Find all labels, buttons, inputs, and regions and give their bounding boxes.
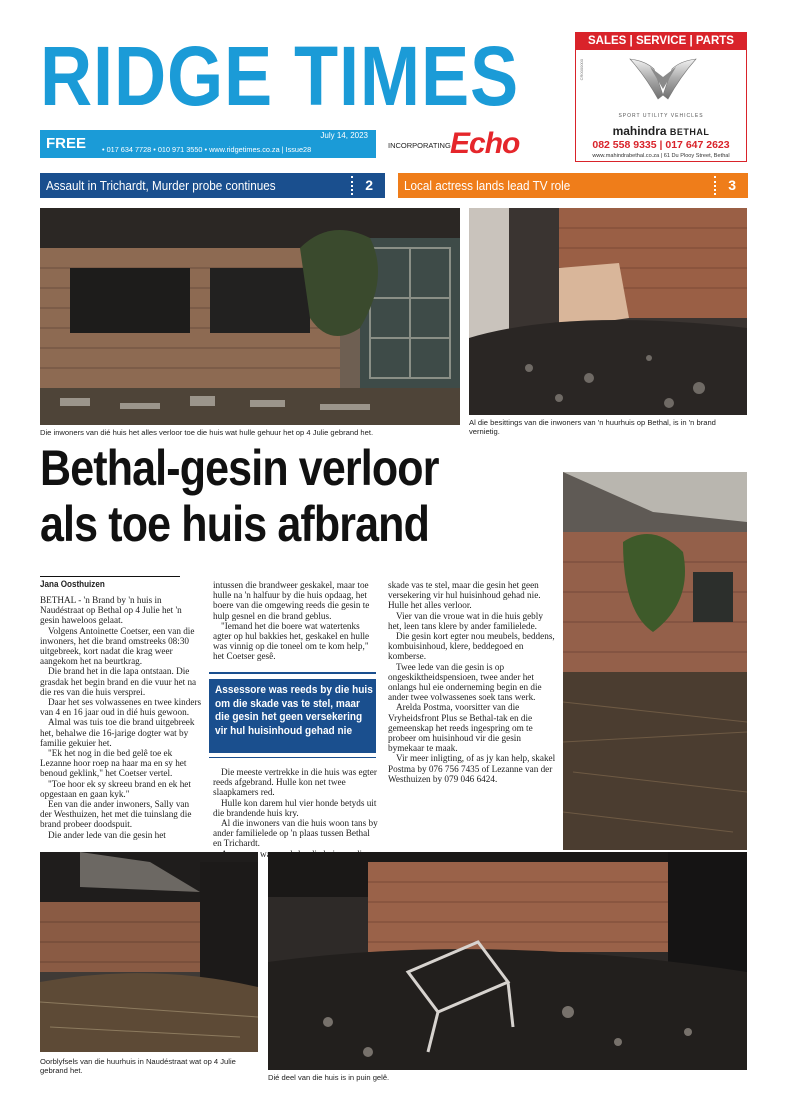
mahindra-logo-icon bbox=[628, 55, 698, 101]
teaser-page-number: 3 bbox=[728, 177, 736, 193]
mahindra-advert[interactable] bbox=[575, 32, 747, 162]
article-paragraph: intussen die brandweer geskakel, maar toe hulle na 'n halfuur by die huis opdaag, het boere van die omgewing reeds die gesin te hulp gesnel en die brand geblus. bbox=[213, 580, 370, 621]
article-paragraph: Hulle kon darem hul vier honde betyds uit die brandende huis kry. bbox=[213, 797, 377, 818]
pull-quote-line: Assessore was reeds by die huis bbox=[215, 684, 373, 696]
article-paragraph: Twee lede van die gesin is op ongeskiktheidspensioen, twee ander het onlangs hul eie onderneming begin en die ander twee volwassenes soek tans werk. bbox=[388, 661, 542, 703]
teaser-divider bbox=[351, 176, 353, 195]
pull-quote-rule bbox=[209, 672, 376, 674]
article-paragraph: "Iemand het die boere wat watertenks agter op hul bakkies het, geskakel en hulle was vinnig op die toneel om te kom help," het Coetser gesê. bbox=[213, 620, 370, 662]
article-paragraph: Vier van die vroue wat in die huis gebly het, leen tans klere by ander familielede. bbox=[388, 610, 543, 631]
article-column-2-top bbox=[213, 580, 378, 662]
caption-top-right: Al die besittings van die inwoners van 'n huurhuis op Bethal, is in 'n brand vernietig. bbox=[469, 418, 716, 436]
caption-top-left: Die inwoners van dié huis het alles verloor toe die huis wat hulle gehuur het op 4 Julie gebrand het. bbox=[40, 428, 374, 437]
byline: Jana Oosthuizen bbox=[40, 579, 105, 589]
pull-quote-line: om die skade vas te stel, maar bbox=[215, 697, 360, 710]
advert-address: www.mahindrabethal.co.za | 61 Du Plooy Street, Bethal bbox=[592, 153, 730, 159]
article-paragraph: Daar het ses volwassenes en twee kinders van 4 en 16 jaar oud in dié huis gewoon. bbox=[40, 697, 202, 718]
free-label: FREE bbox=[46, 135, 87, 152]
article-paragraph: Almal was tuis toe die brand uitgebreek het, behalwe die 16-jarige dogter wat by familie gekuier het. bbox=[40, 717, 195, 748]
pull-quote bbox=[209, 679, 376, 753]
advert-phones: 082 558 9335 | 017 647 2623 bbox=[592, 139, 730, 151]
caption-bottom-right: Dié deel van die huis is in puin gelê. bbox=[268, 1073, 390, 1082]
headline-line-1: Bethal-gesin verloor bbox=[40, 440, 439, 496]
headline bbox=[40, 440, 487, 552]
pull-quote-bottom-rule bbox=[209, 757, 376, 758]
advert-brand bbox=[576, 124, 746, 138]
teaser-text: Assault in Trichardt, Murder probe continues bbox=[46, 178, 276, 193]
article-column-2-bottom bbox=[213, 767, 378, 859]
teaser-page-number: 2 bbox=[365, 177, 373, 193]
advert-tagline: SPORT UTILITY VEHICLES bbox=[618, 113, 704, 119]
article-paragraph: Al die inwoners van die huis woon tans by ander familielede op 'n plaas tussen Bethal en Trichardt. bbox=[213, 818, 378, 849]
article-column-3 bbox=[388, 580, 556, 784]
article-paragraph: was bbox=[260, 848, 275, 859]
article-paragraph: Die ander lede van die gesin het bbox=[48, 829, 166, 840]
incorporating-label: INCORPORATING bbox=[388, 141, 451, 150]
caption-bottom-left: Oorblyfsels van die huurhuis in Naudéstraat wat op 4 Julie gebrand het. bbox=[40, 1057, 236, 1075]
article-column-1 bbox=[40, 595, 203, 840]
headline-line-2: als toe huis afbrand bbox=[40, 496, 430, 552]
article-paragraph: Een van die ander inwoners, Sally van der Westhuizen, het met die tuinslang die brand probeer doodspuit. bbox=[40, 799, 192, 830]
article-paragraph: Volgens Antoinette Coetser, een van die inwoners, het die brand omstreeks 08:30 uitgebreek, kort nadat die krag weer aangekom het na beurtkrag. bbox=[40, 625, 195, 667]
teaser-divider bbox=[714, 176, 716, 195]
contact-line: • 017 634 7728 • 010 971 3550 • www.ridgetimes.co.za | Issue28 bbox=[102, 145, 312, 154]
photo-burnt-interior bbox=[469, 208, 747, 415]
article-paragraph: Die brand het in die lapa ontstaan. Die grasdak het begin brand en die vuur het na die res van die huis versprei. bbox=[40, 666, 197, 697]
article-paragraph: Die meeste vertrekke in die huis was egter reeds afgebrand. Hulle kon net twee slaapkamers red. bbox=[213, 767, 377, 798]
advert-branch: BETHAL bbox=[669, 127, 710, 137]
byline-rule bbox=[40, 576, 180, 577]
photo-ruined-room bbox=[268, 852, 747, 1070]
article-paragraph: skade vas te stel, maar die gesin het geen versekering vir hul huisinhoud gehad nie. Hulle het alles verloor. bbox=[388, 580, 541, 611]
article-paragraph: BETHAL - 'n Brand by 'n huis in Naudéstraat op Bethal op 4 Julie het 'n gesin haweloos gelaat. bbox=[40, 595, 182, 626]
photo-remains-of-rental-house bbox=[40, 852, 258, 1052]
issue-date: July 14, 2023 bbox=[320, 131, 368, 140]
article-paragraph: Vir meer inligting, of as jy kan help, skakel Postma by 076 756 7435 of Lezanne van der Westhuizen by 079 046 6424. bbox=[388, 753, 556, 784]
teaser-page-3[interactable] bbox=[398, 173, 748, 198]
pull-quote-line: die gesin het geen versekering bbox=[215, 711, 363, 723]
article-paragraph: "Toe hoor ek sy skreeu brand en ek het opgestaan en gaan kyk." bbox=[40, 778, 191, 799]
masthead-title: RIDGE TIMES bbox=[40, 29, 520, 123]
photo-house-in-naudestraat bbox=[563, 472, 747, 850]
masthead-info-bar bbox=[40, 130, 376, 158]
article-paragraph: Arelda Postma, voorsitter van die Vryheidsfront Plus se Bethal-tak en die gemeenskap het reeds ingespring om te probeer om huisinhoud vir die gesin bymekaar te maak. bbox=[388, 702, 533, 754]
photo-burnt-house-exterior bbox=[40, 208, 460, 425]
advert-header: SALES | SERVICE | PARTS bbox=[576, 33, 746, 50]
article-paragraph: Die gesin kort egter nou meubels, beddens, kombuisinhoud, klere, beddegoed en komberse. bbox=[388, 631, 555, 662]
advert-brand-name: mahindra bbox=[612, 124, 667, 138]
teaser-text: Local actress lands lead TV role bbox=[404, 178, 571, 193]
pull-quote-line: vir hul huisinhoud gehad nie bbox=[215, 724, 353, 737]
echo-logo: Echo bbox=[450, 127, 520, 160]
article-paragraph: "Ek het nog in die bed gelê toe ek Lezanne hoor roep na haar ma en sy het benoud geklink," het Coetser vertel. bbox=[40, 748, 187, 779]
advert-side-code: CR0000000 bbox=[579, 59, 584, 81]
teaser-page-2[interactable] bbox=[40, 173, 385, 198]
